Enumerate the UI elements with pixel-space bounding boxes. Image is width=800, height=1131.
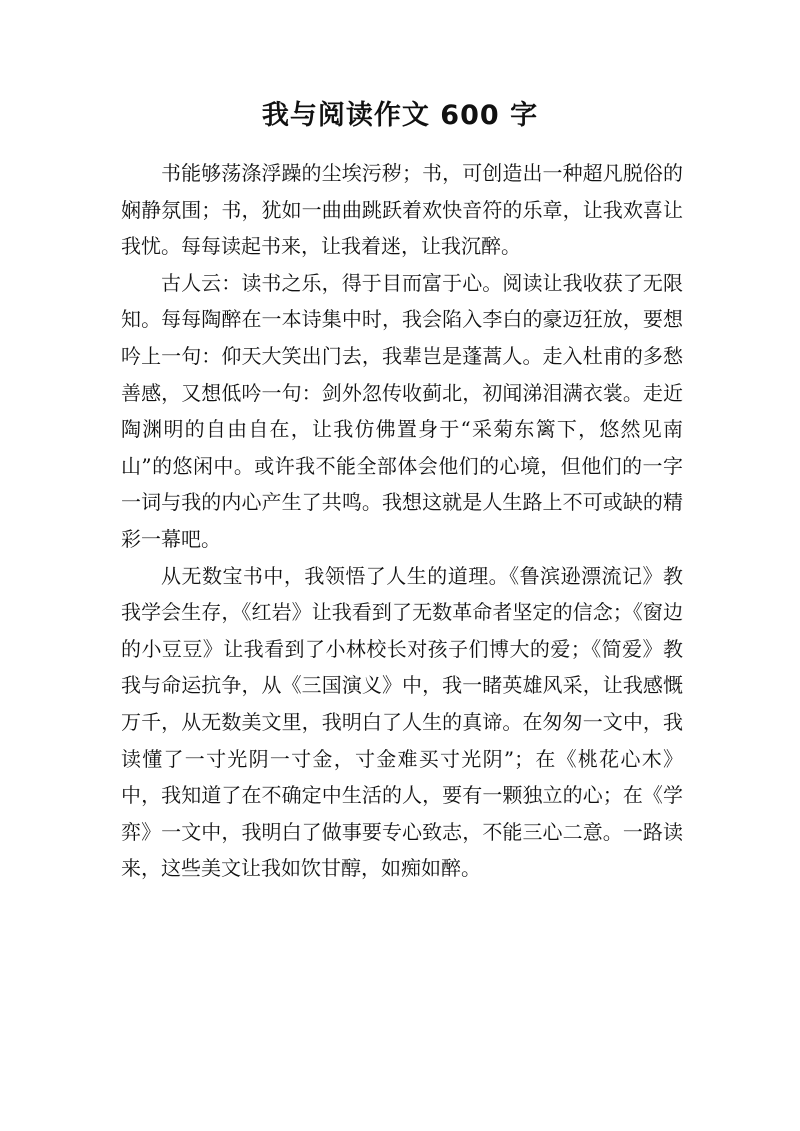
paragraph-3: 从无数宝书中，我领悟了人生的道理。《鲁滨逊漂流记》教我学会生存，《红岩》让我看到了无数革命者坚定的信念；《窗边的小豆豆》让我看到了小林校长对孩子们博大的爱；《简爱》教我与命运抗争，从《三国演义》中，我一睹英雄风采，让我感慨万千，从无数美文里，我明白了人生的真谛。在匆匆一文中，我读懂了一寸光阴一寸金，寸金难买寸光阴”；在《桃花心木》中，我知道了在不确定中生活的人，要有一颗独立的心；在《学弈》一文中，我明白了做事要专心致志，不能三心二意。一路读来，这些美文让我如饮甘醇，如痴如醉。 bbox=[121, 563, 683, 881]
paragraph-2: 古人云：读书之乐，得于目而富于心。阅读让我收获了无限知。每每陶醉在一本诗集中时，我会陷入李白的豪迈狂放，要想吟上一句：仰天大笑出门去，我辈岂是蓬蒿人。走入杜甫的多愁善感，又想低吟一句：剑外忽传收蓟北，初闻涕泪满衣裳。走近陶渊明的自由自在，让我仿佛置身于“采菊东篱下，悠然见南山”的悠闲中。或许我不能全部体会他们的心境，但他们的一字一词与我的内心产生了共鸣。我想这就是人生路上不可或缺的精彩一幕吧。 bbox=[121, 270, 683, 551]
document-body bbox=[121, 155, 683, 887]
paragraph-1: 书能够荡涤浮躁的尘埃污秽；书，可创造出一种超凡脱俗的娴静氛围；书，犹如一曲曲跳跃着欢快音符的乐章，让我欢喜让我忧。每每读起书来，让我着迷，让我沉醉。 bbox=[121, 161, 683, 259]
document-title: 我与阅读作文 600 字 bbox=[261, 100, 539, 131]
